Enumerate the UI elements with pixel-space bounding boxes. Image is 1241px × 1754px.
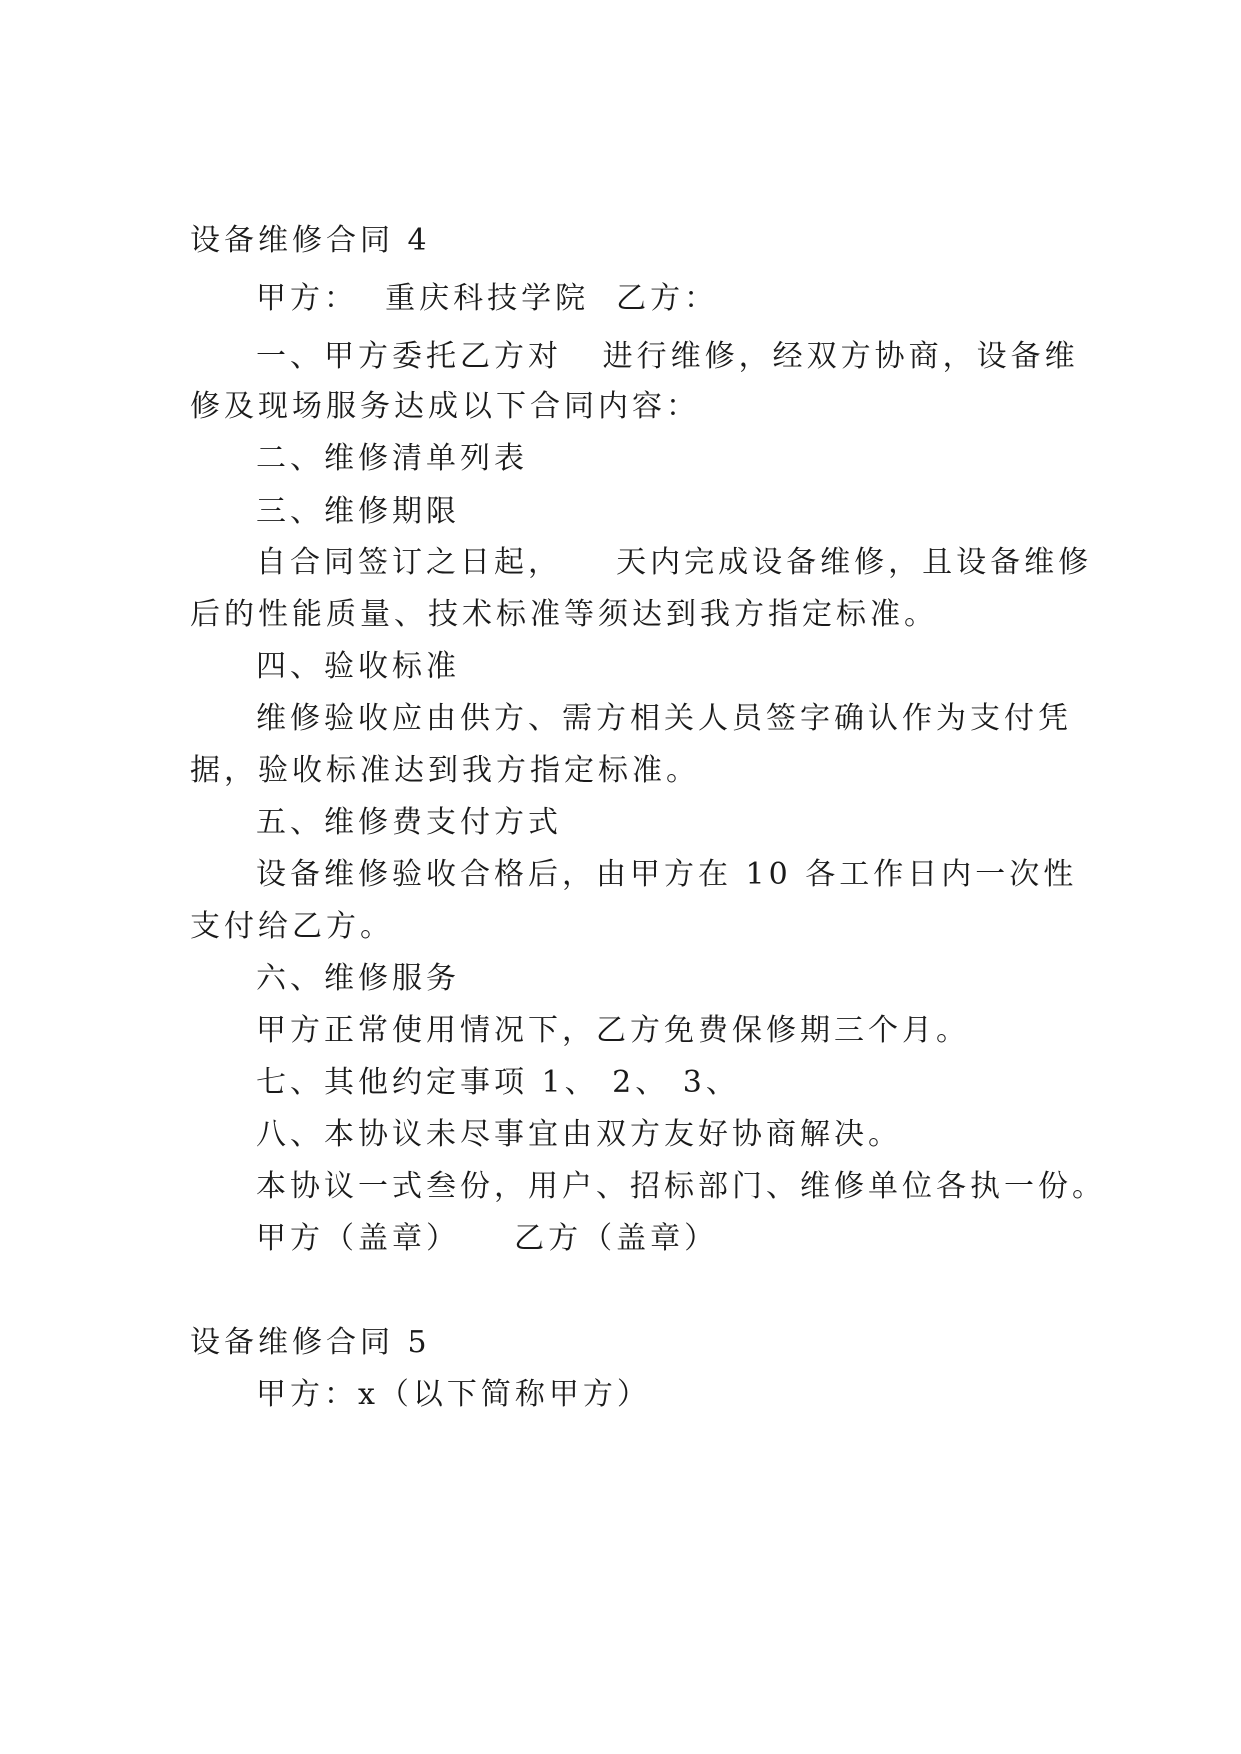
clause-5-text-line-1: 设备维修验收合格后，由甲方在 10 各工作日内一次性 (256, 857, 1078, 892)
clause-3-text-line-1: 自合同签订之日起， 天内完成设备维修，且设备维修 (256, 545, 1093, 580)
clause-1-line-2: 修及现场服务达成以下合同内容： (190, 389, 700, 424)
contract-4-parties: 甲方： 重庆科技学院 乙方： (256, 281, 719, 316)
clause-7-heading: 七、其他约定事项 1、 2、 3、 (256, 1065, 740, 1100)
clause-3-heading: 三、维修期限 (256, 494, 460, 529)
seal-line: 甲方（盖章） 乙方（盖章） (256, 1221, 719, 1256)
clause-3-text-line-2: 后的性能质量、技术标准等须达到我方指定标准。 (190, 597, 938, 632)
copies-statement: 本协议一式叁份，用户、招标部门、维修单位各执一份。 (256, 1169, 1106, 1204)
clause-6-text: 甲方正常使用情况下，乙方免费保修期三个月。 (256, 1013, 970, 1048)
contract-5-party-a: 甲方：x（以下简称甲方） (256, 1377, 651, 1412)
clause-2-heading: 二、维修清单列表 (256, 441, 528, 476)
clause-4-text-line-1: 维修验收应由供方、需方相关人员签字确认作为支付凭 (256, 701, 1072, 736)
clause-6-heading: 六、维修服务 (256, 961, 460, 996)
contract-5-title: 设备维修合同 5 (190, 1325, 431, 1360)
clause-5-heading: 五、维修费支付方式 (256, 805, 562, 840)
clause-8-heading: 八、本协议未尽事宜由双方友好协商解决。 (256, 1117, 902, 1152)
clause-1-line-1: 一、甲方委托乙方对 进行维修，经双方协商，设备维 (256, 339, 1079, 374)
clause-4-text-line-2: 据，验收标准达到我方指定标准。 (190, 753, 700, 788)
contract-4-title: 设备维修合同 4 (190, 223, 431, 258)
clause-4-heading: 四、验收标准 (256, 649, 460, 684)
clause-5-text-line-2: 支付给乙方。 (190, 909, 394, 944)
